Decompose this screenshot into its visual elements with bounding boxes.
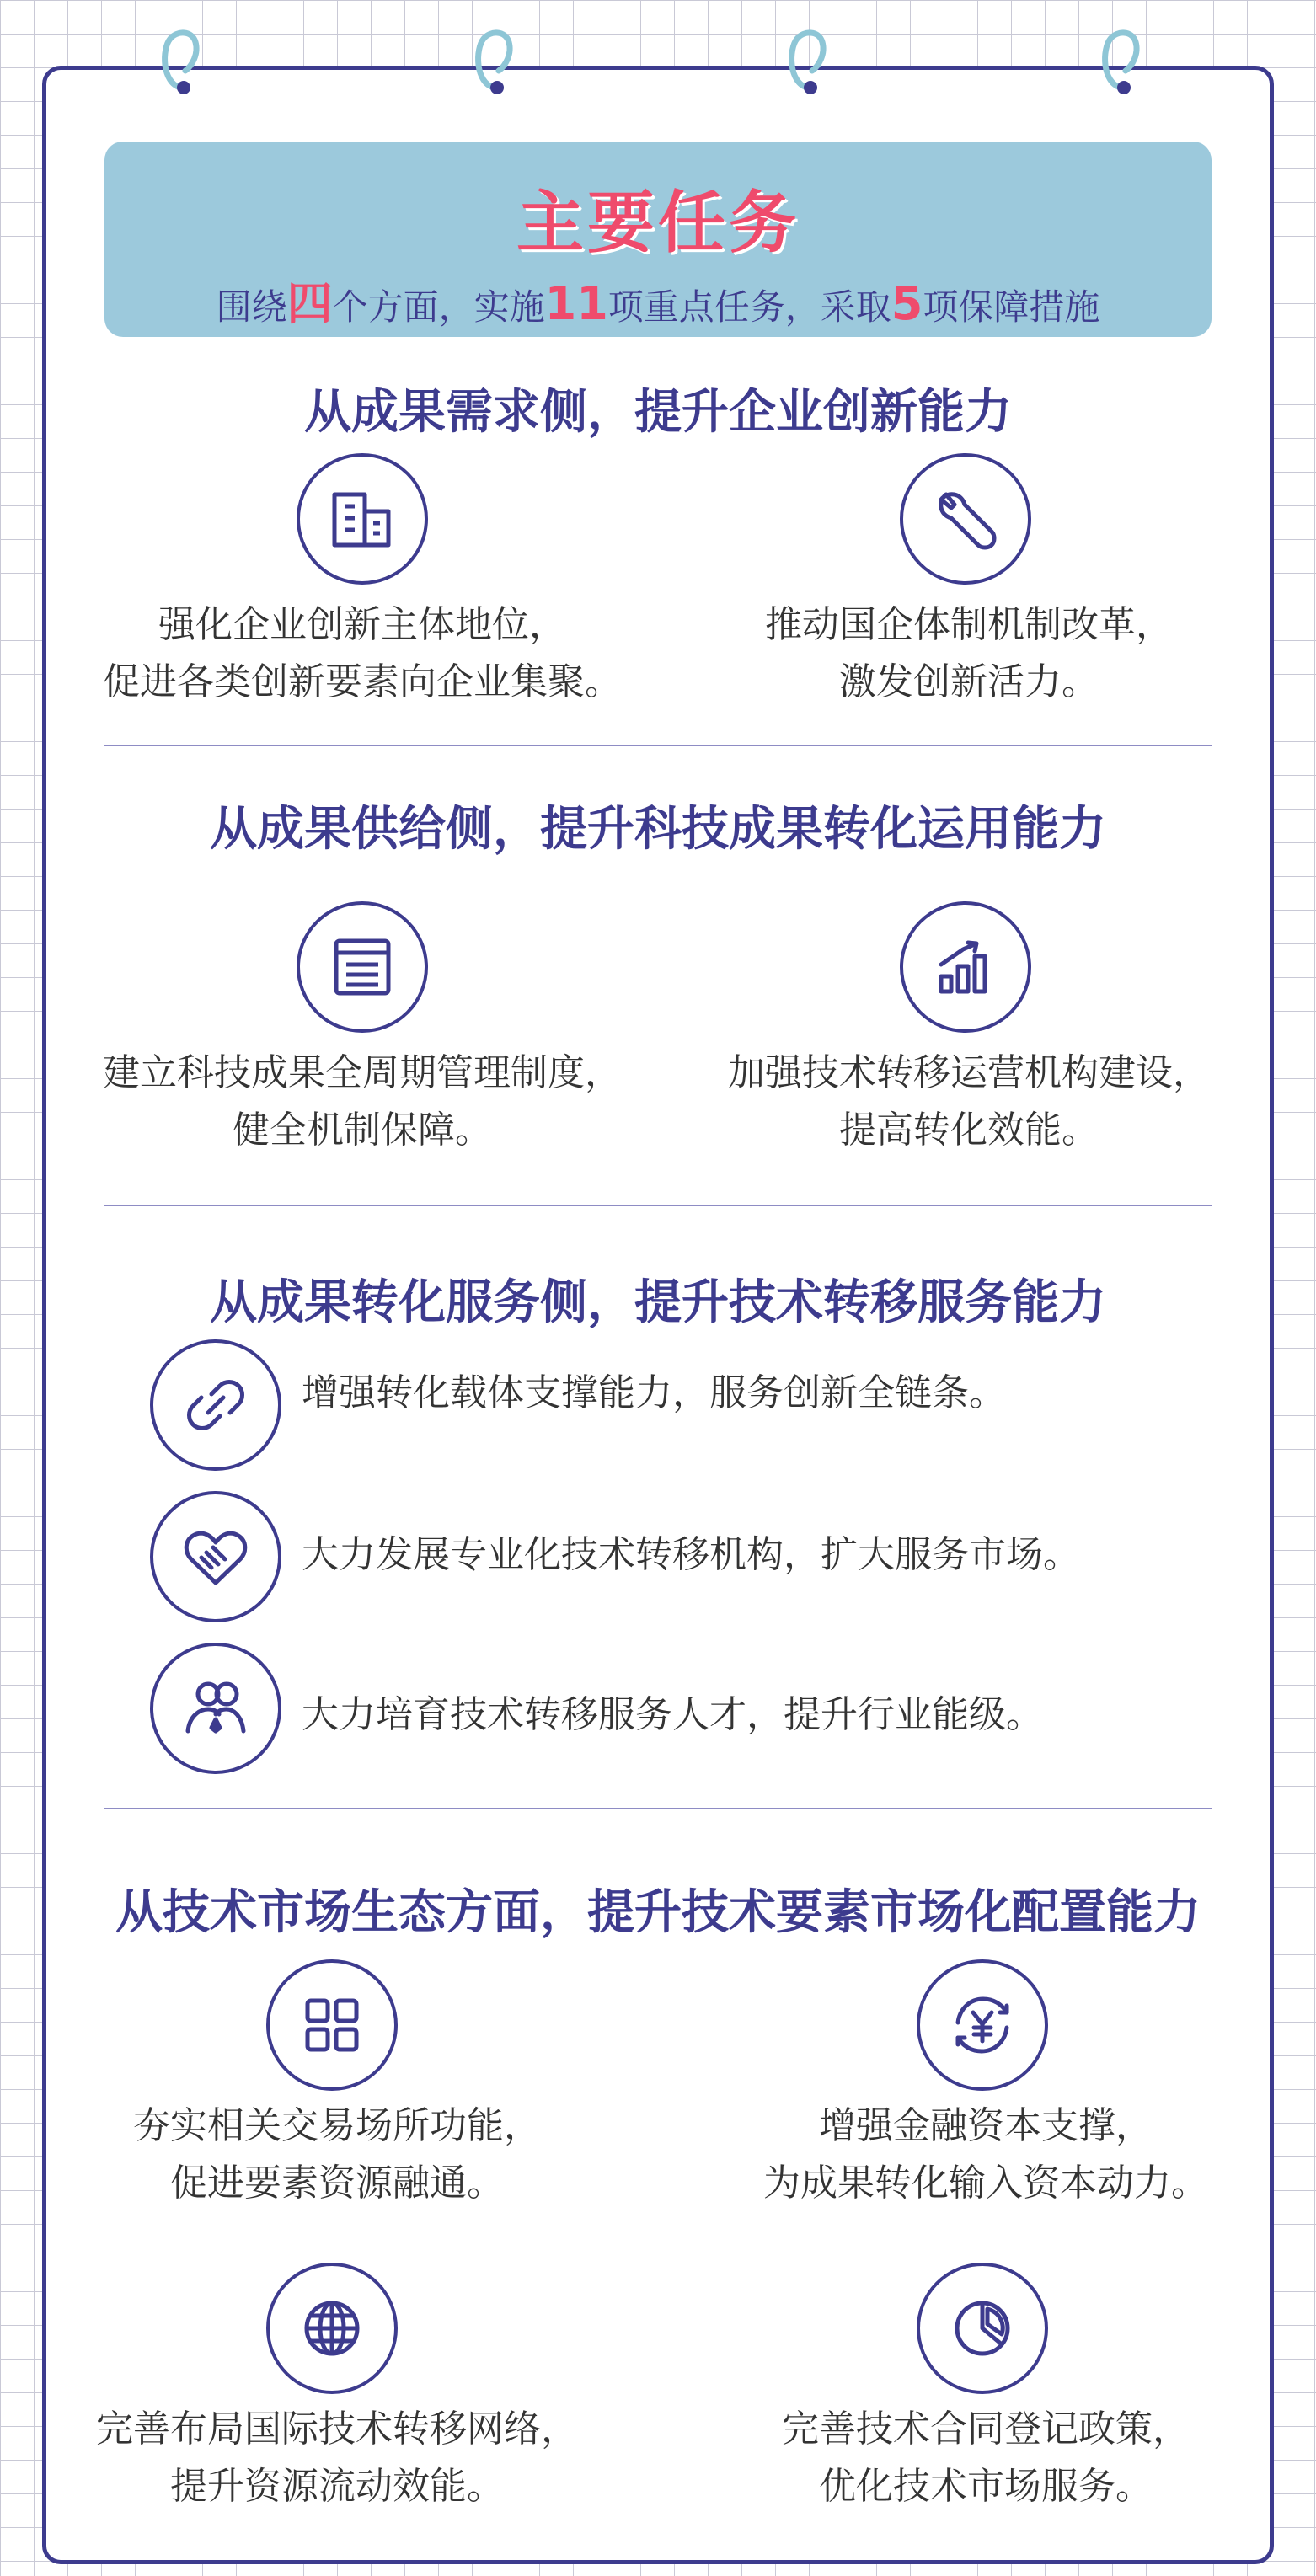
- growth-chart-icon: [900, 901, 1031, 1033]
- subtitle-highlight: 11: [544, 277, 608, 330]
- subtitle-text: 围绕: [216, 286, 287, 328]
- document-icon: [297, 901, 428, 1033]
- task-line: 推动国企体制机制改革，: [765, 603, 1173, 646]
- task-line: 为成果转化输入资本动力。: [763, 2162, 1208, 2205]
- task-line: 完善布局国际技术转移网络，: [96, 2408, 578, 2450]
- page-title: 主要任务: [516, 184, 800, 262]
- task-line: 促进要素资源融通。: [170, 2162, 504, 2205]
- task-market-4: [674, 2401, 1297, 2515]
- task-market-1: [25, 2098, 649, 2212]
- section-divider: [104, 1205, 1212, 1206]
- binder-ring-icon: [785, 24, 829, 94]
- task-service-1: 增强转化载体支撑能力，服务创新全链条。: [302, 1371, 1006, 1414]
- task-line: 健全机制保障。: [233, 1109, 492, 1152]
- section-divider: [104, 745, 1212, 746]
- task-line: 加强技术转移运营机构建设，: [728, 1051, 1210, 1094]
- task-market-3: [25, 2401, 649, 2515]
- task-supply-1: [51, 1045, 674, 1159]
- task-line: 促进各类创新要素向企业集聚。: [103, 660, 622, 703]
- link-icon: [150, 1339, 281, 1471]
- handshake-heart-icon: [150, 1491, 281, 1622]
- binder-ring-icon: [472, 24, 516, 94]
- subtitle-text: 个方面，实施: [332, 286, 545, 328]
- apps-grid-icon: [266, 1959, 398, 2091]
- section-divider: [104, 1808, 1212, 1809]
- globe-icon: [266, 2263, 398, 2394]
- section-title-demand: 从成果需求侧，提升企业创新能力: [304, 385, 1012, 440]
- section-title-supply: 从成果供给侧，提升科技成果转化运用能力: [210, 802, 1106, 857]
- task-line: 提升资源流动效能。: [170, 2465, 504, 2508]
- binder-ring-icon: [158, 24, 202, 94]
- people-icon: [150, 1643, 281, 1774]
- subtitle-highlight: 四: [286, 277, 333, 330]
- task-line: 增强金融资本支撑，: [819, 2104, 1153, 2147]
- task-line: 优化技术市场服务。: [819, 2465, 1153, 2508]
- wrench-icon: [900, 453, 1031, 585]
- subtitle-highlight: 5: [891, 277, 923, 330]
- task-service-2: 大力发展专业化技术转移机构，扩大服务市场。: [302, 1533, 1080, 1576]
- subtitle-text: 项重点任务，采取: [607, 286, 891, 328]
- task-line: 完善技术合同登记政策，: [782, 2408, 1190, 2450]
- binder-ring-icon: [1099, 24, 1142, 94]
- subtitle-text: 项保障措施: [923, 286, 1100, 328]
- section-title-service: 从成果转化服务侧，提升技术转移服务能力: [210, 1275, 1106, 1330]
- task-demand-2: [657, 596, 1281, 711]
- task-line: 提高转化效能。: [839, 1109, 1099, 1152]
- header-banner: [104, 142, 1212, 337]
- task-market-2: [674, 2098, 1297, 2212]
- pie-chart-icon: [917, 2263, 1048, 2394]
- task-line: 强化企业创新主体地位，: [158, 603, 566, 646]
- task-line: 激发创新活力。: [839, 660, 1099, 703]
- task-service-3: 大力培育技术转移服务人才，提升行业能级。: [302, 1693, 1043, 1736]
- task-supply-2: [657, 1045, 1281, 1159]
- building-icon: [297, 453, 428, 585]
- page-subtitle: [104, 268, 1212, 333]
- task-line: 夯实相关交易场所功能，: [133, 2104, 541, 2147]
- section-title-market: 从技术市场生态方面，提升技术要素市场化配置能力: [115, 1885, 1201, 1940]
- task-demand-1: [51, 596, 674, 711]
- yuan-cycle-icon: [917, 1959, 1048, 2091]
- task-line: 建立科技成果全周期管理制度，: [103, 1051, 622, 1094]
